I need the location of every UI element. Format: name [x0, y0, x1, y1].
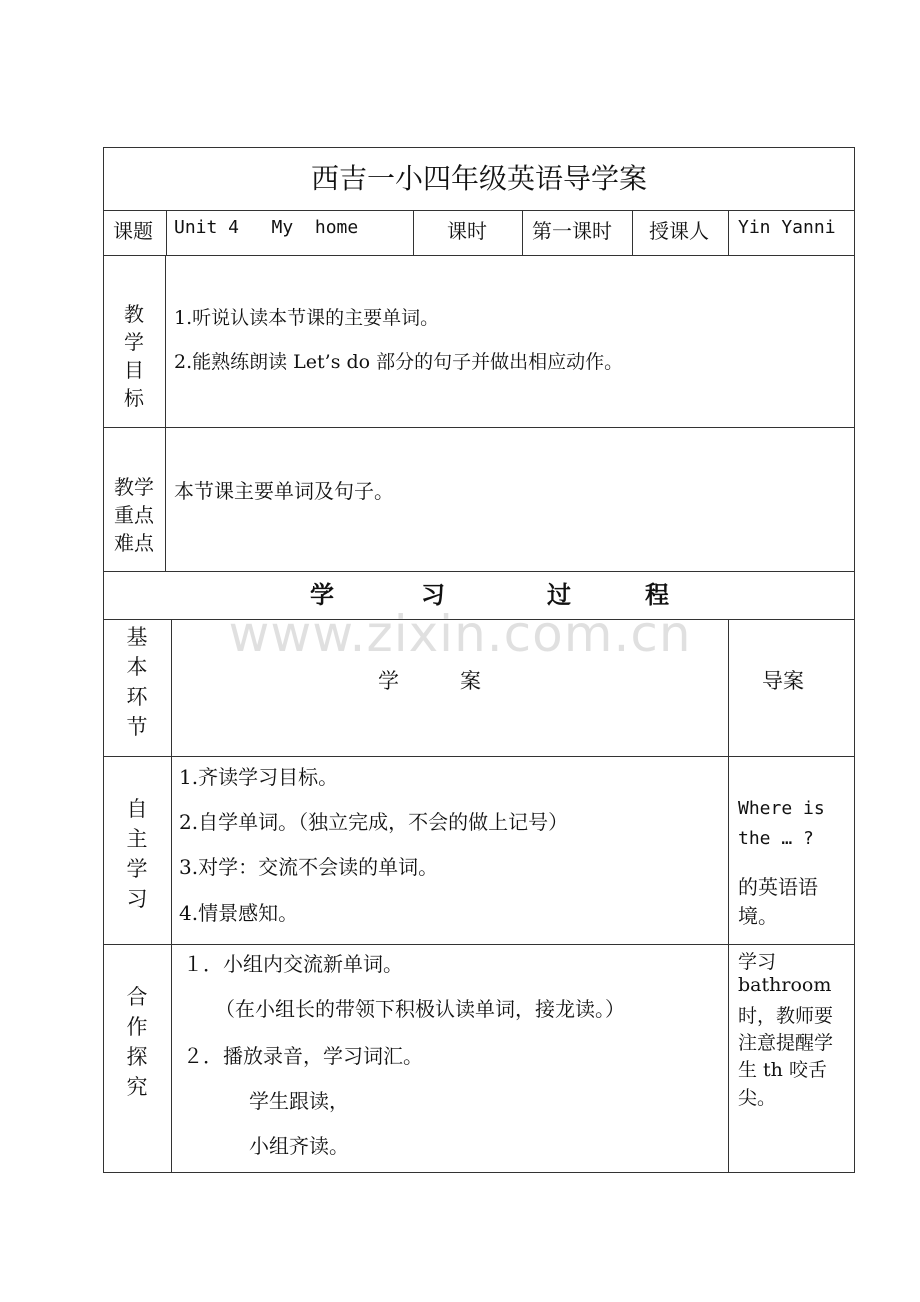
plan-column-header-char: 案 — [460, 669, 481, 693]
cooperation-item: （在小组长的带领下积极认读单词，接龙读。） — [215, 997, 625, 1021]
teacher-label: 授课人 — [649, 219, 709, 243]
self-study-guide-line: 境。 — [738, 904, 778, 928]
topic-value: Unit 4 My home — [174, 217, 359, 238]
cooperation-item: 小组齐读。 — [249, 1134, 349, 1158]
topic-label: 课题 — [113, 219, 153, 243]
process-heading-char: 学 — [310, 581, 334, 609]
label-char: 作 — [126, 1015, 148, 1039]
self-study-label — [103, 794, 171, 914]
row-divider — [103, 210, 855, 211]
cooperation-guide-line: 注意提醒学 — [738, 1032, 834, 1054]
period-label: 课时 — [447, 219, 487, 243]
self-study-guide-line: Where is — [738, 798, 825, 819]
header-char: 本 — [126, 655, 148, 679]
page-title: 西吉一小四年级英语导学案 — [310, 162, 647, 195]
label-line: 重点 — [114, 503, 154, 527]
label-char: 教 — [124, 302, 144, 326]
period-value: 第一课时 — [532, 219, 612, 243]
label-char: 习 — [126, 887, 148, 911]
col-divider — [166, 210, 167, 255]
cooperation-item: ２．播放录音，学习词汇。 — [183, 1044, 423, 1068]
col-divider — [413, 210, 414, 255]
process-heading-char: 习 — [421, 581, 445, 609]
guide-column-header: 导案 — [762, 669, 804, 693]
objectives-label — [103, 300, 165, 412]
row-divider — [103, 944, 855, 945]
self-study-guide-line: 的英语语 — [738, 875, 818, 899]
header-char: 环 — [126, 685, 148, 709]
label-char: 探 — [126, 1045, 148, 1069]
label-char: 主 — [126, 827, 148, 851]
col-divider — [171, 619, 172, 1173]
col-divider — [728, 210, 729, 255]
process-heading-char: 程 — [645, 581, 669, 609]
label-char: 标 — [124, 386, 144, 410]
cooperation-item: １．小组内交流新单词。 — [183, 952, 403, 976]
col-divider — [165, 255, 166, 571]
key-points-text: 本节课主要单词及句子。 — [174, 479, 394, 503]
cooperation-guide-line: 生 th 咬舌 — [738, 1059, 827, 1081]
self-study-item: 1.齐读学习目标。 — [179, 765, 339, 789]
cooperation-guide-line: bathroom — [738, 974, 832, 996]
label-char: 究 — [126, 1075, 148, 1099]
label-line: 教学 — [114, 475, 154, 499]
cooperation-item: 学生跟读， — [249, 1089, 349, 1113]
teacher-value: Yin Yanni — [738, 217, 836, 238]
header-char: 基 — [126, 625, 148, 649]
cooperation-label — [103, 982, 171, 1102]
cooperation-guide-line: 尖。 — [738, 1087, 777, 1109]
label-line: 难点 — [114, 531, 154, 555]
self-study-item: 2.自学单词。（独立完成，不会的做上记号） — [179, 810, 569, 834]
process-heading-char: 过 — [547, 581, 571, 609]
col-divider — [728, 619, 729, 1173]
label-char: 学 — [126, 857, 148, 881]
label-char: 自 — [126, 797, 148, 821]
key-points-label — [103, 473, 165, 557]
col-divider — [632, 210, 633, 255]
label-char: 目 — [124, 358, 144, 382]
watermark: www.zixin.com.cn — [228, 605, 692, 663]
row-divider — [103, 756, 855, 757]
objective-item: 1.听说认读本节课的主要单词。 — [174, 307, 440, 329]
cooperation-guide-line: 时，教师要 — [738, 1005, 834, 1027]
col-divider — [522, 210, 523, 255]
self-study-guide-line: the … ? — [738, 828, 814, 849]
label-char: 学 — [124, 330, 144, 354]
objective-item: 2.能熟练朗读 Let’s do 部分的句子并做出相应动作。 — [174, 351, 624, 373]
label-char: 合 — [126, 985, 148, 1009]
row-divider — [103, 255, 855, 256]
plan-column-header-char: 学 — [378, 669, 399, 693]
row-divider — [103, 571, 855, 572]
self-study-item: 4.情景感知。 — [179, 901, 299, 925]
row-divider — [103, 427, 855, 428]
cooperation-guide-line: 学习 — [738, 951, 777, 973]
self-study-item: 3.对学：交流不会读的单词。 — [179, 855, 439, 879]
header-char: 节 — [126, 715, 148, 739]
